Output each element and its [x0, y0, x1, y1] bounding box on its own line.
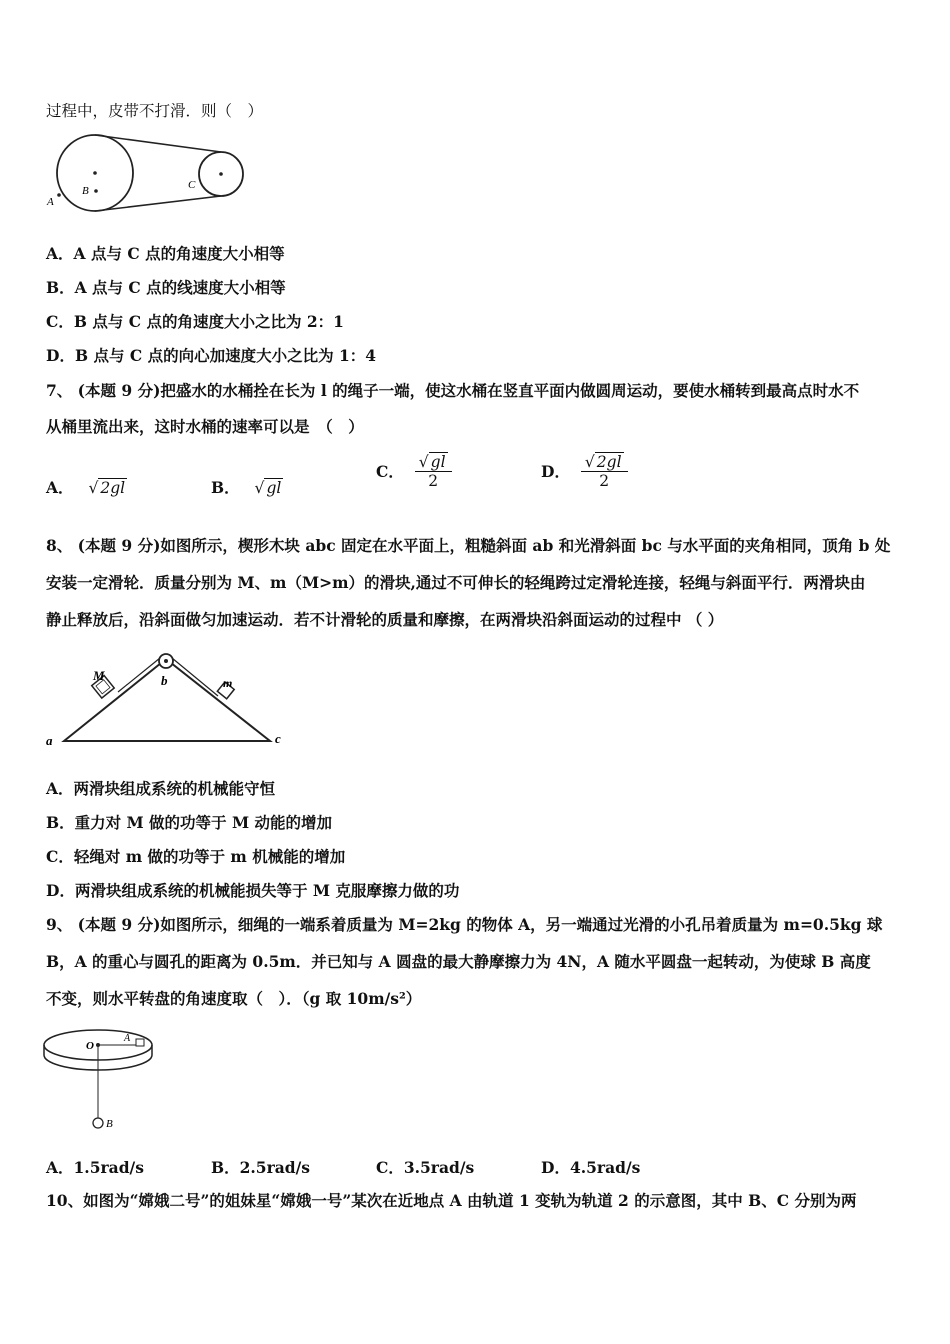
label-small-m: m: [223, 676, 233, 690]
q9-option-a[interactable]: A．1.5rad/s: [46, 1158, 144, 1177]
label-b: B: [82, 185, 89, 197]
label-o: O: [86, 1040, 94, 1052]
wedge-pulley-figure: [44, 645, 294, 750]
q7-option-c[interactable]: [376, 452, 452, 490]
q7-option-c-fraction: $\frac{√ gl}{2}$: [415, 452, 452, 490]
q7-option-d-fraction: $\frac{√ 2gl}{2}$: [581, 452, 628, 490]
point-c-center: [219, 172, 223, 176]
q7-option-c-denominator: 2: [415, 471, 452, 490]
q9-option-c[interactable]: C．3.5rad/s: [376, 1158, 475, 1177]
q7-option-d-label: D．: [541, 462, 570, 481]
q7-option-a-label: A．: [46, 478, 74, 497]
q8-option-d[interactable]: D．两滑块组成系统的机械能损失等于 M 克服摩擦力做的功: [46, 881, 460, 900]
q7-stem-line1: 7、 (本题 9 分)把盛水的水桶拴在长为 l 的绳子一端，使这水桶在竖直平面内做圆周运动，要使水桶转到最高点时水不: [46, 381, 860, 400]
q8-option-a[interactable]: A．两滑块组成系统的机械能守恒: [46, 779, 276, 798]
q7-option-d-radicand: 2gl: [596, 453, 622, 471]
q7-option-b-label: B．: [211, 478, 240, 497]
q8-stem-line2: 安装一定滑轮．质量分别为 M、m（M>m）的滑块,通过不可伸长的轻绳跨过定滑轮连接，轻绳与斜面平行．两滑块由: [46, 573, 866, 592]
label-a: A: [47, 196, 54, 208]
q10-stem-line1: 10、如图为“嫦娥二号”的姐妹星“嫦娥一号”某次在近地点 A 由轨道 1 变轨为轨道 2 的示意图，其中 B、C 分别为两: [46, 1191, 857, 1210]
q6-option-a[interactable]: A．A 点与 C 点的角速度大小相等: [46, 244, 285, 263]
label-b: B: [106, 1118, 113, 1130]
label-big-m: M: [93, 668, 105, 683]
q8-option-b[interactable]: B．重力对 M 做的功等于 M 动能的增加: [46, 813, 333, 832]
belt-bottom: [95, 196, 221, 211]
q7-option-a-radicand: 2gl: [100, 479, 126, 497]
q9-stem-line1: 9、 (本题 9 分)如图所示，细绳的一端系着质量为 M=2kg 的物体 A，另一端通过光滑的小孔吊着质量为 m=0.5kg 球: [46, 915, 883, 934]
q7-option-b[interactable]: B． √ gl: [211, 478, 282, 497]
q6-option-b[interactable]: B．A 点与 C 点的线速度大小相等: [46, 278, 286, 297]
question-6-stem-tail: 过程中，皮带不打滑．则（ ）: [46, 102, 264, 120]
label-c: C: [188, 179, 196, 191]
q7-stem-line2: 从桶里流出来，这时水桶的速率可以是 （ ）: [46, 417, 364, 436]
point-a: [57, 193, 61, 197]
q7-option-d[interactable]: [541, 452, 628, 490]
label-b: b: [161, 673, 168, 688]
rope-left: [118, 658, 160, 692]
q8-stem-line3: 静止释放后，沿斜面做匀加速运动．若不计滑轮的质量和摩擦，在两滑块沿斜面运动的过程中 （ ）: [46, 610, 724, 629]
q6-option-c[interactable]: C．B 点与 C 点的角速度大小之比为 2：1: [46, 312, 344, 331]
q9-option-b[interactable]: B．2.5rad/s: [211, 1158, 311, 1177]
q7-option-a[interactable]: A． √ 2gl: [46, 478, 126, 497]
q7-option-d-denominator: 2: [581, 471, 628, 490]
q6-option-d[interactable]: D．B 点与 C 点的向心加速度大小之比为 1：4: [46, 346, 377, 365]
ball-b: [93, 1118, 103, 1128]
q8-option-c[interactable]: C．轻绳对 m 做的功等于 m 机械能的增加: [46, 847, 346, 866]
q8-stem-line1: 8、 (本题 9 分)如图所示，楔形木块 abc 固定在水平面上，粗糙斜面 ab 和光滑斜面 bc 与水平面的夹角相同，顶角 b 处: [46, 536, 891, 555]
rope-right: [172, 658, 218, 696]
turntable-figure: [40, 1025, 165, 1137]
q7-option-c-radicand: gl: [430, 453, 446, 471]
point-b: [94, 189, 98, 193]
label-c: c: [275, 731, 281, 746]
label-a: A: [124, 1033, 131, 1044]
q7-option-b-radicand: gl: [266, 479, 282, 497]
block-a: [136, 1039, 144, 1046]
belt-top: [95, 135, 221, 152]
q9-stem-line3: 不变，则水平转盘的角速度取（ ）．（g 取 10m/s²）: [46, 989, 422, 1008]
q9-option-d[interactable]: D．4.5rad/s: [541, 1158, 641, 1177]
label-a: a: [46, 733, 53, 748]
q9-stem-line2: B，A 的重心与圆孔的距离为 0.5m．并已知与 A 圆盘的最大静摩擦力为 4N，A 随水平圆盘一起转动，为使球 B 高度: [46, 952, 871, 971]
belt-pulley-figure: [44, 130, 254, 220]
large-pulley-center: [93, 171, 97, 175]
pulley-axle: [164, 659, 168, 663]
q7-option-c-label: C．: [376, 462, 404, 481]
